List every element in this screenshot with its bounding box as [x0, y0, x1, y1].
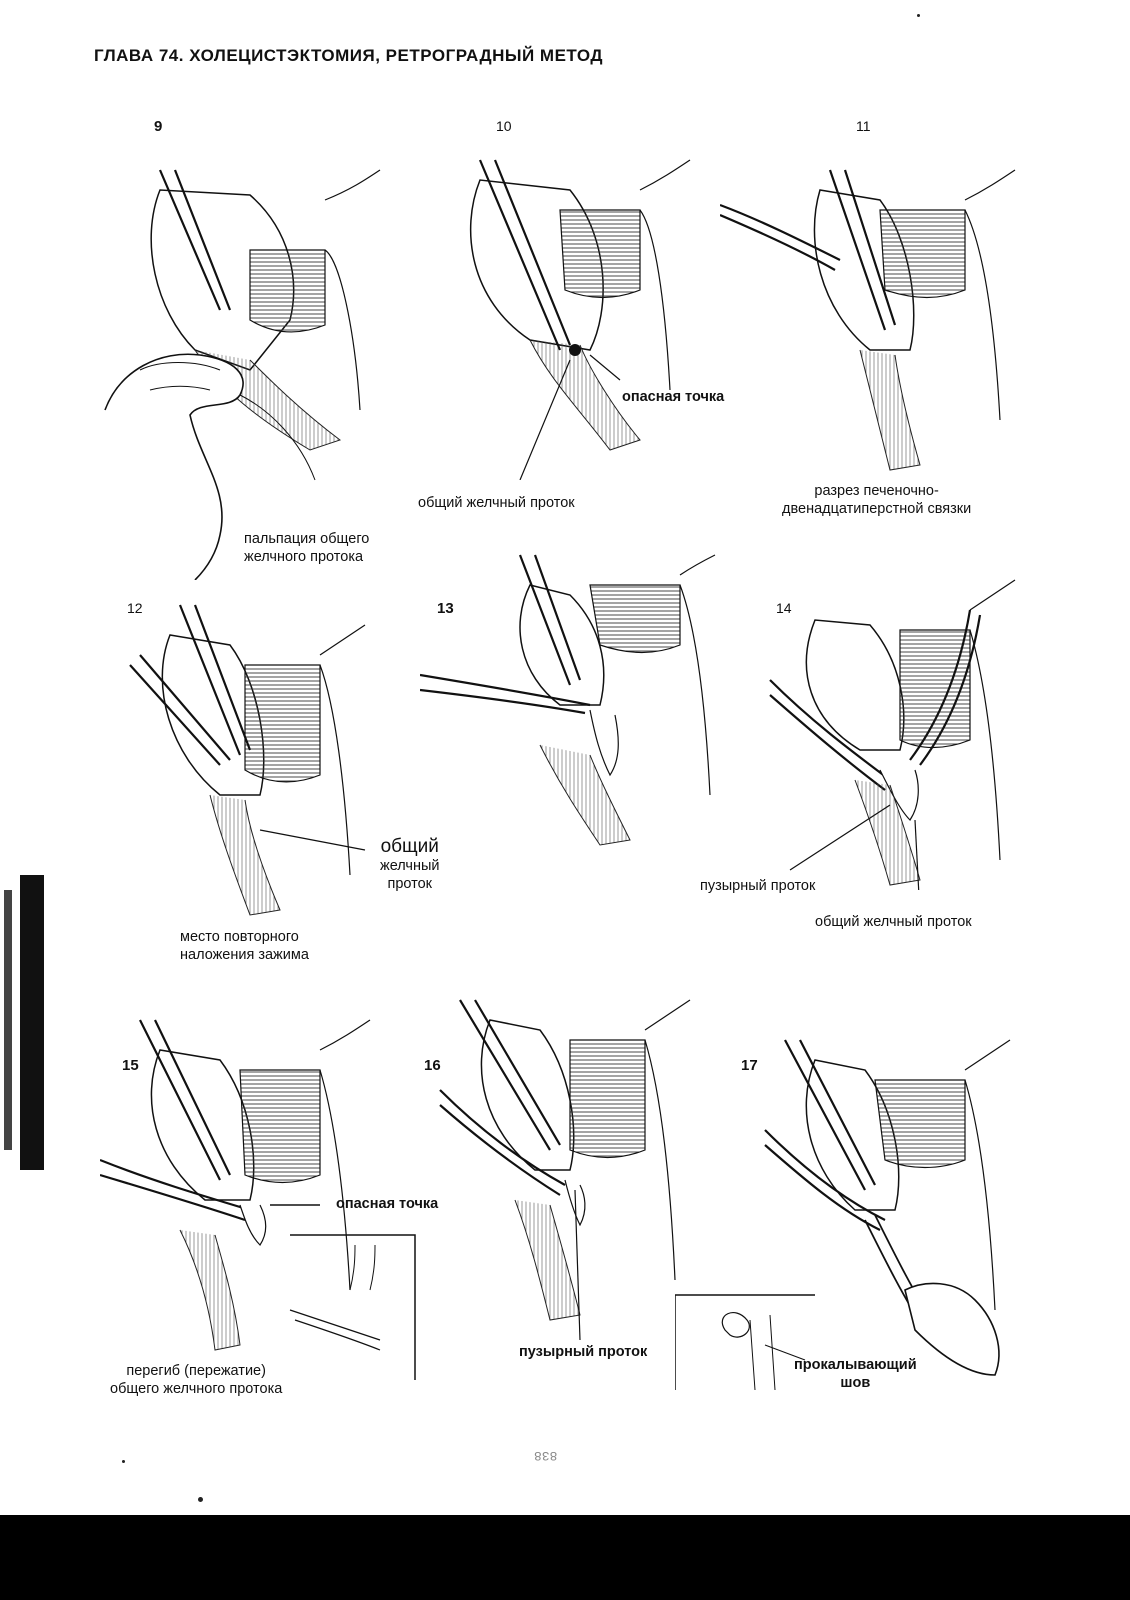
figure-15-label-danger-point: опасная точка [336, 1196, 439, 1212]
figure-13-illustration [420, 545, 720, 855]
label-line-3: проток [387, 876, 433, 892]
label-line-2: шов [840, 1375, 871, 1391]
figure-16-illustration [420, 990, 700, 1350]
figure-15-caption [110, 1362, 282, 1398]
chapter-heading: ГЛАВА 74. ХОЛЕЦИСТЭКТОМИЯ, РЕТРОГРАДНЫЙ МЕТОД [94, 46, 604, 65]
figure-11-illustration [720, 160, 1030, 480]
label-line-2: желчный [380, 858, 440, 874]
caption-line-2: двенадцатиперстной связки [782, 501, 972, 517]
figure-14-label-cystic-duct: пузырный проток [700, 878, 816, 894]
scan-speck [122, 1460, 125, 1463]
figure-12-number: 12 [127, 600, 143, 616]
figure-12-caption [180, 928, 309, 964]
page-number: 838 [534, 1448, 558, 1463]
figure-9-illustration [100, 160, 400, 580]
figure-14-label-common-bile-duct: общий желчный проток [815, 914, 972, 930]
scan-speck [198, 1497, 203, 1502]
figure-11-number: 11 [856, 118, 871, 134]
caption-line-1: разрез печеночно- [814, 483, 939, 499]
figure-9-number: 9 [154, 118, 163, 135]
figure-17-number: 17 [741, 1057, 758, 1074]
label-line-1: общий [380, 836, 439, 857]
label-line-1: прокалывающий [794, 1357, 917, 1373]
figure-12-illustration [120, 595, 380, 925]
figure-17-illustration [675, 1030, 1025, 1400]
scan-speck [917, 14, 920, 17]
figure-10-label-danger-point: опасная точка [622, 389, 725, 405]
figure-10-illustration [440, 150, 700, 480]
figure-16-label-cystic-duct: пузырный проток [519, 1344, 648, 1360]
figure-10-number: 10 [496, 118, 512, 134]
figure-14-number: 14 [776, 600, 792, 616]
caption-line-2: желчного протока [244, 549, 364, 565]
figure-13-number: 13 [437, 600, 454, 617]
figure-11-caption [782, 482, 971, 518]
caption-line-2: общего желчного протока [110, 1381, 283, 1397]
figure-17-label-piercing-suture [794, 1356, 917, 1392]
figure-10-caption: общий желчный проток [418, 495, 575, 511]
figure-9-caption [244, 530, 369, 566]
scan-edge-strip [0, 870, 44, 1175]
scan-bottom-bar [0, 1515, 1130, 1600]
caption-line-2: наложения зажима [180, 947, 309, 963]
figure-15-number: 15 [122, 1057, 139, 1074]
figure-14-illustration [760, 570, 1030, 890]
caption-line-1: пальпация общего [244, 531, 370, 547]
caption-line-1: перегиб (пережатие) [126, 1363, 266, 1379]
figure-16-number: 16 [424, 1057, 441, 1074]
caption-line-1: место повторного [180, 929, 299, 945]
